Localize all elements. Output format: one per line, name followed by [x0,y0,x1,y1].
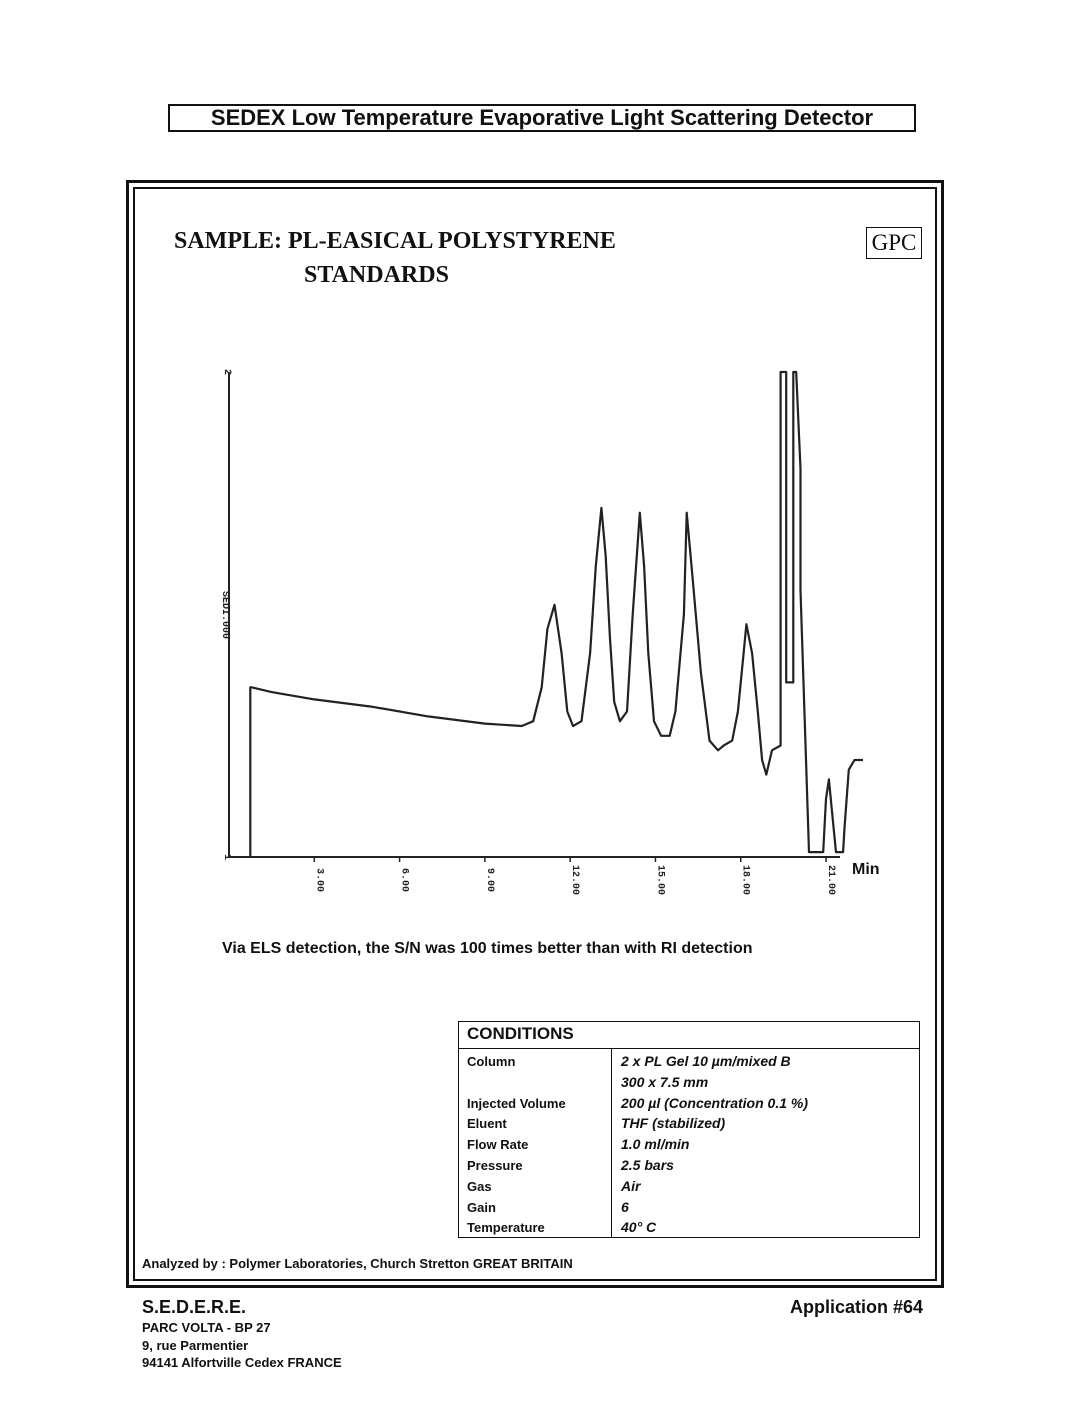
sample-title-line2: STANDARDS [304,262,449,288]
x-tick-label: 9.00 [483,867,495,893]
x-tick-label: 12.00 [569,864,581,896]
condition-value: 200 µl (Concentration 0.1 %) [621,1094,808,1111]
sample-title-line1: SAMPLE: PL-EASICAL POLYSTYRENE [174,228,616,254]
detection-note: Via ELS detection, the S/N was 100 times better than with RI detection [222,940,753,957]
condition-value: 6 [621,1198,629,1215]
company-name: S.E.D.E.R.E. [142,1297,247,1317]
conditions-column-divider [611,1049,612,1237]
x-tick-label: 21.00 [825,864,837,896]
conditions-divider [459,1048,919,1049]
conditions-title: CONDITIONS [467,1024,574,1043]
condition-label: Column [467,1054,516,1069]
analyzed-by: Analyzed by : Polymer Laboratories, Church Stretton GREAT BRITAIN [142,1256,573,1271]
condition-value: 2.5 bars [621,1157,674,1173]
condition-label: Injected Volume [467,1095,566,1111]
condition-value: THF (stabilized) [621,1115,726,1132]
condition-label: Temperature [467,1220,545,1236]
address-line: 94141 Alfortville Cedex FRANCE [142,1355,342,1370]
x-tick-label: 15.00 [654,864,666,896]
condition-value: 1.0 ml/min [621,1136,690,1153]
chromatogram-trace [250,372,863,857]
condition-value: 2 x PL Gel 10 µm/mixed B [621,1053,791,1069]
condition-value: 40° C [621,1219,657,1236]
condition-label: Gas [467,1178,492,1194]
conditions-table [458,1021,920,1238]
condition-label: Flow Rate [467,1137,529,1153]
x-tick-label: 6.00 [398,867,410,893]
x-axis-label: Min [852,861,880,878]
y-tick-label: 1 [221,853,232,861]
application-number: Application #64 [790,1297,924,1317]
x-tick-label: 3.00 [313,867,325,893]
gpc-badge: GPC [866,227,922,259]
condition-label: Pressure [467,1158,523,1173]
y-axis-label: SEDI.000 [219,590,230,640]
condition-value: 300 x 7.5 mm [621,1073,709,1090]
document-title: SEDEX Low Temperature Evaporative Light Scattering Detector [168,104,916,132]
x-tick-label: 18.00 [739,864,751,896]
address-line: PARC VOLTA - BP 27 [142,1320,271,1335]
condition-label: Gain [467,1199,496,1215]
condition-value: Air [621,1177,641,1194]
y-tick-label: 2 [221,368,232,376]
condition-label: Eluent [467,1116,507,1132]
address-line: 9, rue Parmentier [142,1338,249,1353]
